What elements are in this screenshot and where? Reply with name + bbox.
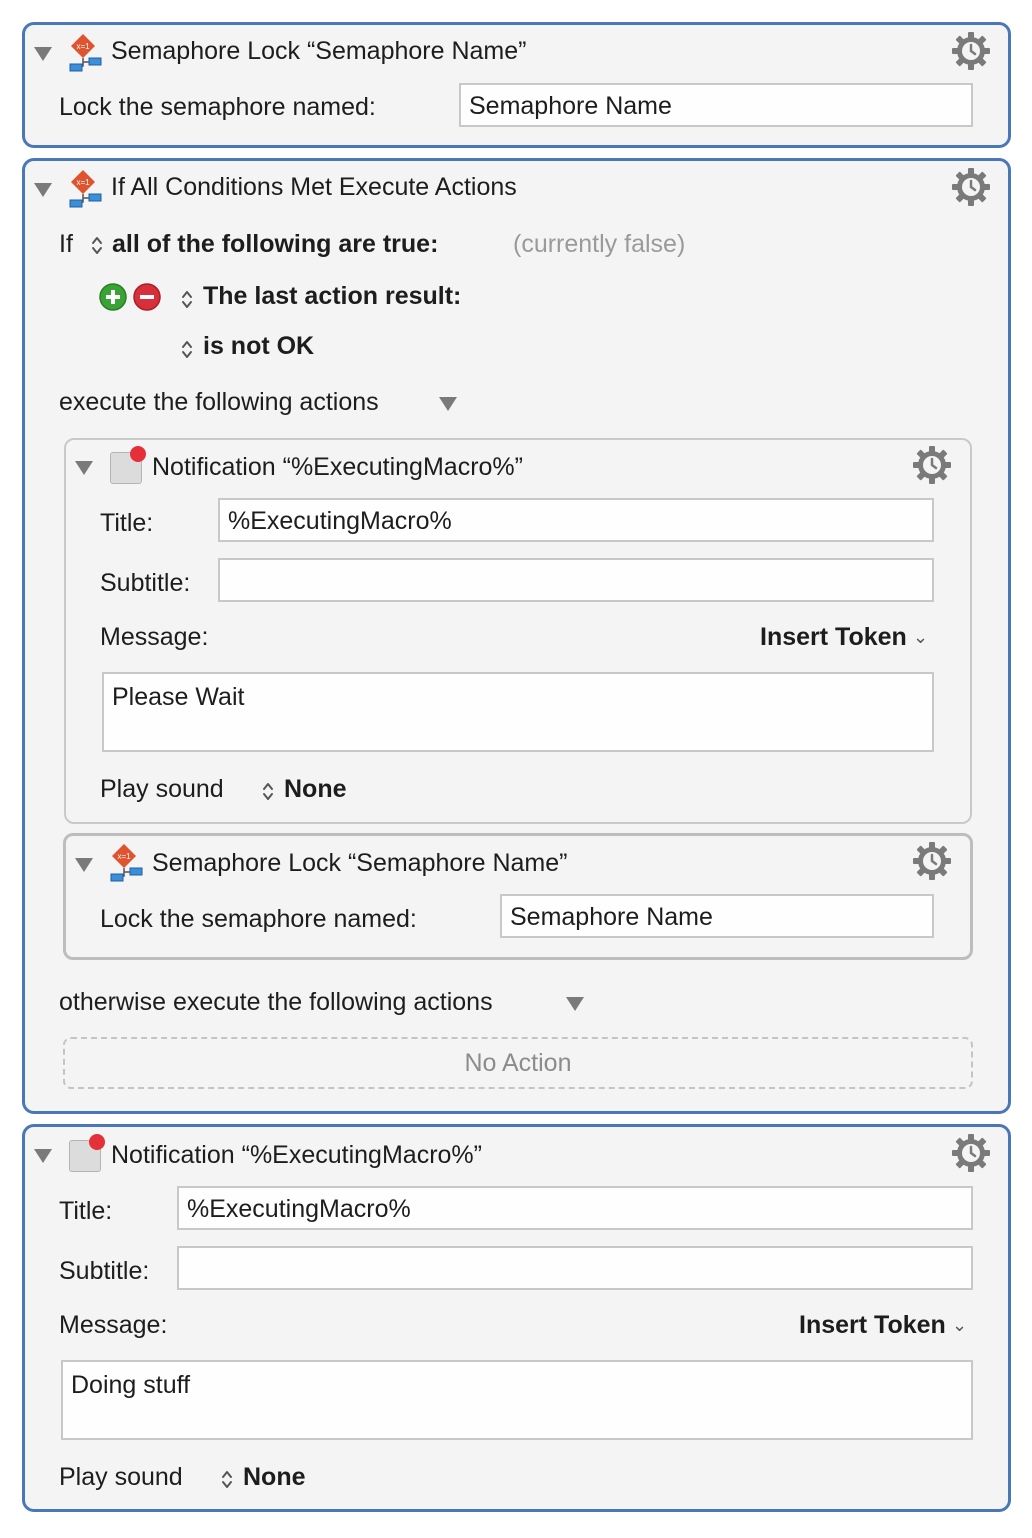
stepper-icon[interactable] bbox=[220, 1468, 234, 1490]
semaphore-action-icon bbox=[67, 168, 103, 210]
semaphore-name-field[interactable]: Semaphore Name bbox=[459, 83, 973, 127]
stepper-icon[interactable] bbox=[180, 338, 194, 360]
else-actions-label: otherwise execute the following actions bbox=[59, 988, 493, 1016]
no-action-placeholder[interactable]: No Action bbox=[63, 1037, 973, 1089]
action-title: Notification “%ExecutingMacro%” bbox=[152, 453, 523, 481]
insert-token-button[interactable]: Insert Token bbox=[760, 623, 907, 651]
if-label: If bbox=[59, 230, 73, 258]
notification-badge-icon bbox=[89, 1134, 105, 1150]
notification-badge-icon bbox=[130, 446, 146, 462]
nested-semaphore-lock-action[interactable] bbox=[63, 833, 973, 960]
gear-icon[interactable] bbox=[951, 31, 991, 71]
stepper-icon[interactable] bbox=[261, 780, 275, 802]
action-title: If All Conditions Met Execute Actions bbox=[111, 173, 517, 201]
then-actions-label: execute the following actions bbox=[59, 388, 379, 416]
notification-action[interactable] bbox=[22, 1124, 1011, 1512]
chevron-down-icon[interactable]: ⌄ bbox=[952, 1315, 968, 1335]
disclosure-triangle-icon[interactable] bbox=[34, 1149, 52, 1163]
condition-subject-popup[interactable]: The last action result: bbox=[203, 282, 462, 310]
title-field[interactable]: %ExecutingMacro% bbox=[177, 1186, 973, 1230]
sound-popup[interactable]: None bbox=[284, 775, 347, 803]
stepper-icon[interactable] bbox=[90, 234, 104, 256]
semaphore-name-field[interactable]: Semaphore Name bbox=[500, 894, 934, 938]
message-label: Message: bbox=[59, 1311, 168, 1339]
semaphore-action-icon bbox=[67, 32, 103, 74]
subtitle-field[interactable] bbox=[177, 1246, 973, 1290]
semaphore-name-label: Lock the semaphore named: bbox=[59, 93, 376, 121]
disclosure-triangle-icon[interactable] bbox=[566, 997, 584, 1011]
gear-icon[interactable] bbox=[912, 445, 952, 485]
title-label: Title: bbox=[100, 509, 154, 537]
subtitle-label: Subtitle: bbox=[59, 1257, 150, 1285]
play-sound-label: Play sound bbox=[100, 775, 224, 803]
sound-popup[interactable]: None bbox=[243, 1463, 306, 1491]
disclosure-triangle-icon[interactable] bbox=[34, 47, 52, 61]
nested-notification-action[interactable] bbox=[64, 438, 972, 824]
message-textarea[interactable]: Please Wait bbox=[102, 672, 934, 752]
gear-icon[interactable] bbox=[912, 841, 952, 881]
semaphore-lock-action[interactable] bbox=[22, 22, 1011, 148]
action-title: Notification “%ExecutingMacro%” bbox=[111, 1141, 482, 1169]
condition-status: (currently false) bbox=[513, 230, 686, 258]
disclosure-triangle-icon[interactable] bbox=[34, 183, 52, 197]
play-sound-label: Play sound bbox=[59, 1463, 183, 1491]
action-title: Semaphore Lock “Semaphore Name” bbox=[152, 849, 568, 877]
subtitle-label: Subtitle: bbox=[100, 569, 191, 597]
add-condition-icon[interactable] bbox=[99, 283, 127, 311]
remove-condition-icon[interactable] bbox=[133, 283, 161, 311]
semaphore-name-label: Lock the semaphore named: bbox=[100, 905, 417, 933]
gear-icon[interactable] bbox=[951, 1133, 991, 1173]
disclosure-triangle-icon[interactable] bbox=[75, 461, 93, 475]
disclosure-triangle-icon[interactable] bbox=[439, 397, 457, 411]
if-conditions-action[interactable] bbox=[22, 158, 1011, 1114]
message-label: Message: bbox=[100, 623, 209, 651]
condition-mode-popup[interactable]: all of the following are true: bbox=[112, 230, 439, 258]
title-label: Title: bbox=[59, 1197, 113, 1225]
stepper-icon[interactable] bbox=[180, 288, 194, 310]
disclosure-triangle-icon[interactable] bbox=[75, 858, 93, 872]
semaphore-action-icon bbox=[108, 842, 144, 884]
title-field[interactable]: %ExecutingMacro% bbox=[218, 498, 934, 542]
message-textarea[interactable]: Doing stuff bbox=[61, 1360, 973, 1440]
gear-icon[interactable] bbox=[951, 167, 991, 207]
subtitle-field[interactable] bbox=[218, 558, 934, 602]
chevron-down-icon[interactable]: ⌄ bbox=[913, 627, 929, 647]
action-title: Semaphore Lock “Semaphore Name” bbox=[111, 37, 527, 65]
insert-token-button[interactable]: Insert Token bbox=[799, 1311, 946, 1339]
condition-operator-popup[interactable]: is not OK bbox=[203, 332, 315, 360]
